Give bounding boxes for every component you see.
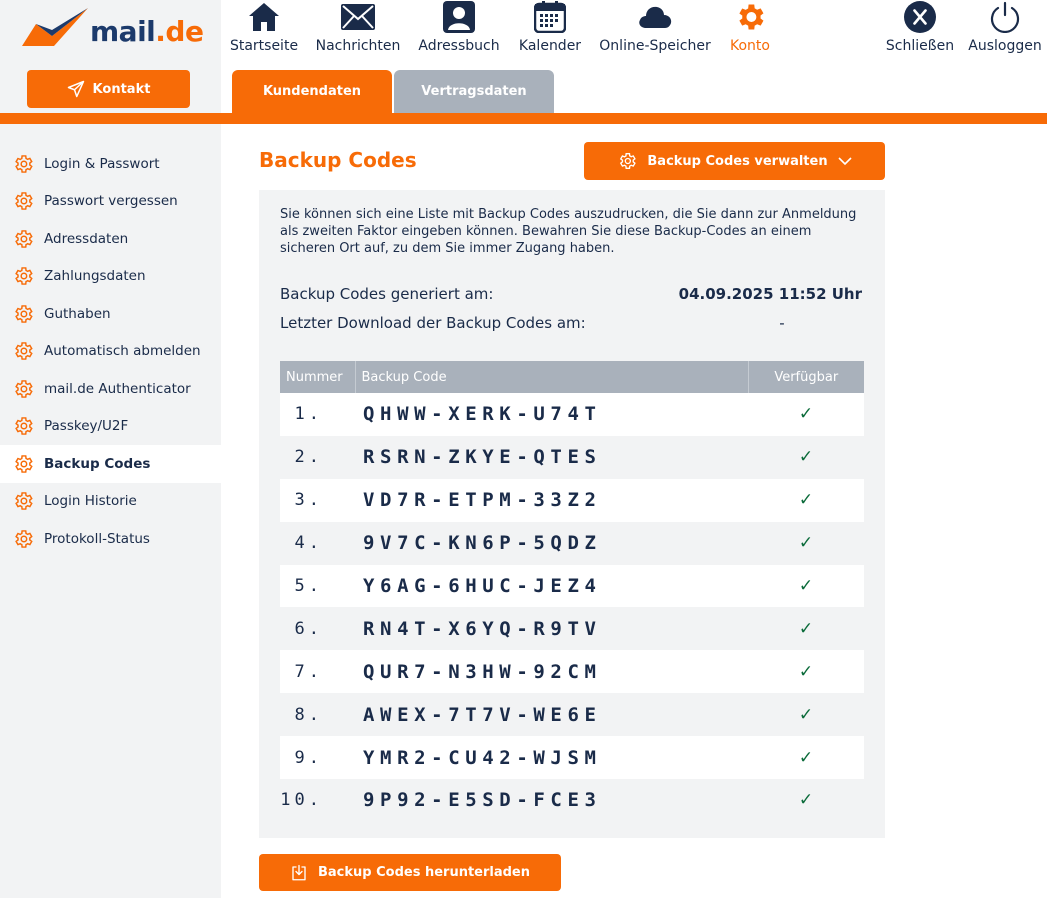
nav-konto[interactable] xyxy=(730,0,770,54)
generated-value: 04.09.2025 11:52 Uhr xyxy=(678,285,862,303)
column-header-backup-code: Backup Code xyxy=(361,369,447,385)
row-number: 5. xyxy=(294,576,323,596)
sidebar-item-login-historie[interactable] xyxy=(0,483,221,521)
paper-plane-icon xyxy=(67,80,85,98)
tab-kundendaten[interactable]: Kundendaten xyxy=(232,70,392,113)
generated-label: Backup Codes generiert am: xyxy=(280,285,494,303)
gear-icon xyxy=(12,190,34,212)
sidebar-item-mail-de-authenticator[interactable] xyxy=(0,370,221,408)
kontakt-label: Kontakt xyxy=(92,81,151,97)
sidebar-item-label: mail.de Authenticator xyxy=(44,380,191,397)
power-icon xyxy=(989,0,1021,34)
row-number: 2. xyxy=(294,447,323,468)
row-number: 1. xyxy=(294,404,323,425)
gear-icon xyxy=(12,265,34,287)
home-icon xyxy=(248,0,280,34)
gear-icon xyxy=(12,415,34,437)
nav-label: Kalender xyxy=(518,38,582,54)
backup-code: Y6AG-6HUC-JEZ4 xyxy=(363,575,602,597)
download-button-label: Backup Codes herunterladen xyxy=(317,865,531,880)
availability-check: ✓ xyxy=(798,404,814,425)
gear-icon xyxy=(12,490,34,512)
last-download-value: - xyxy=(779,314,785,332)
column-header-nummer: Nummer xyxy=(280,361,355,393)
sidebar-item-adressdaten[interactable] xyxy=(0,220,221,258)
table-row xyxy=(280,650,864,693)
sidebar-item-zahlungsdaten[interactable] xyxy=(0,258,221,296)
sidebar-item-label: Passwort vergessen xyxy=(44,193,178,210)
row-number: 3. xyxy=(294,490,323,511)
nav-online-speicher[interactable] xyxy=(599,0,711,54)
row-number: 9. xyxy=(294,747,323,768)
sidebar-item-login-passwort[interactable] xyxy=(0,145,221,183)
kontakt-button[interactable] xyxy=(27,70,190,108)
availability-check: ✓ xyxy=(798,533,814,554)
gear-icon xyxy=(12,303,34,325)
sidebar-item-label: Passkey/U2F xyxy=(44,418,129,435)
sidebar-item-passkey-u2f[interactable] xyxy=(0,408,221,446)
backup-code: QUR7-N3HW-92CM xyxy=(363,660,602,683)
gear-icon xyxy=(617,151,637,171)
availability-check: ✓ xyxy=(798,747,814,768)
gear-icon xyxy=(733,0,767,34)
nav-label: Startseite xyxy=(229,38,299,54)
chevron-down-icon xyxy=(838,156,852,166)
close-circle-icon xyxy=(904,0,936,34)
nav-label: Nachrichten xyxy=(315,38,401,54)
nav-label: Online-Speicher xyxy=(599,38,711,54)
envelope-icon xyxy=(341,0,375,34)
manage-backup-codes-button[interactable] xyxy=(584,142,885,180)
backup-code: AWEX-7T7V-WE6E xyxy=(363,703,602,726)
nav-kalender[interactable] xyxy=(520,0,580,54)
nav-startseite[interactable] xyxy=(229,0,299,54)
top-navigation xyxy=(221,0,1047,60)
nav-schliessen[interactable] xyxy=(887,0,953,54)
sidebar-item-label: Adressdaten xyxy=(44,230,129,247)
backup-codes-panel xyxy=(259,190,885,838)
backup-codes-table xyxy=(280,361,864,822)
availability-check: ✓ xyxy=(798,661,814,682)
nav-ausloggen[interactable] xyxy=(969,0,1041,54)
nav-nachrichten[interactable] xyxy=(317,0,399,54)
nav-label: Schließen xyxy=(885,38,955,54)
row-number: 8. xyxy=(294,704,323,725)
availability-check: ✓ xyxy=(798,447,814,468)
backup-code: RSRN-ZKYE-QTES xyxy=(363,446,602,469)
gear-icon xyxy=(12,228,34,250)
gear-icon xyxy=(12,528,34,550)
gear-icon xyxy=(12,340,34,362)
nav-label: Ausloggen xyxy=(968,38,1042,54)
download-icon xyxy=(290,864,308,882)
table-row xyxy=(280,607,864,650)
availability-check: ✓ xyxy=(798,490,814,511)
table-row xyxy=(280,436,864,479)
row-number: 7. xyxy=(294,661,323,682)
table-row xyxy=(280,522,864,565)
calendar-icon xyxy=(534,0,566,34)
table-header-row xyxy=(280,361,864,393)
sidebar-item-label: Login & Passwort xyxy=(44,155,160,172)
availability-check: ✓ xyxy=(798,618,814,639)
download-backup-codes-button[interactable] xyxy=(259,854,561,891)
table-row xyxy=(280,393,864,436)
availability-check: ✓ xyxy=(798,576,814,596)
description-text: Sie können sich eine Liste mit Backup Codes auszudrucken, die Sie dann zur Anmeldung als zweiten Faktor eingeben können. Bewahren Sie diese Backup-Codes an einem sicheren Ort auf, zu dem Sie immer Zugang haben. xyxy=(280,207,857,256)
table-row xyxy=(280,693,864,736)
sidebar-item-passwort-vergessen[interactable] xyxy=(0,183,221,221)
sidebar-item-label: Login Historie xyxy=(44,493,137,510)
last-download-label: Letzter Download der Backup Codes am: xyxy=(280,314,586,332)
sidebar-item-backup-codes[interactable] xyxy=(0,445,221,483)
backup-code: RN4T-X6YQ-R9TV xyxy=(363,617,602,640)
gear-icon xyxy=(12,153,34,175)
gear-icon xyxy=(12,453,34,475)
sidebar xyxy=(0,124,221,898)
nav-label: Konto xyxy=(730,38,770,54)
table-row xyxy=(280,779,864,822)
sidebar-item-guthaben[interactable] xyxy=(0,295,221,333)
sidebar-item-label: Guthaben xyxy=(44,305,111,322)
backup-code: 9V7C-KN6P-5QDZ xyxy=(363,532,602,555)
checkmark-logo-icon xyxy=(22,6,88,46)
row-number: 4. xyxy=(294,533,323,554)
table-row xyxy=(280,565,864,608)
last-download-row xyxy=(280,314,862,332)
nav-adressbuch[interactable] xyxy=(419,0,499,54)
nav-label: Adressbuch xyxy=(418,38,500,54)
sidebar-item-label: Backup Codes xyxy=(44,455,151,472)
sidebar-item-automatisch-abmelden[interactable] xyxy=(0,333,221,371)
backup-code: 9P92-E5SD-FCE3 xyxy=(363,789,602,812)
availability-check: ✓ xyxy=(798,790,814,811)
sidebar-item-label: Automatisch abmelden xyxy=(44,343,201,360)
contact-card-icon xyxy=(443,0,475,34)
cloud-icon xyxy=(638,0,672,34)
generated-row xyxy=(280,285,862,303)
backup-code: QHWW-XERK-U74T xyxy=(363,403,602,426)
table-row xyxy=(280,479,864,522)
sidebar-item-label: Protokoll-Status xyxy=(44,530,150,547)
backup-code: VD7R-ETPM-33Z2 xyxy=(363,489,602,512)
tab-underline-bar xyxy=(0,113,1047,124)
brand-area xyxy=(0,0,221,113)
gear-icon xyxy=(12,378,34,400)
table-row xyxy=(280,736,864,779)
row-number: 6. xyxy=(294,618,323,639)
column-header-verfuegbar: Verfügbar xyxy=(748,361,864,393)
row-number: 10. xyxy=(280,790,323,811)
sidebar-item-protokoll-status[interactable] xyxy=(0,520,221,558)
availability-check: ✓ xyxy=(798,704,814,725)
logo-text: mail.de xyxy=(90,15,204,48)
manage-button-label: Backup Codes verwalten xyxy=(647,153,828,169)
sidebar-item-label: Zahlungsdaten xyxy=(44,268,146,285)
page-title: Backup Codes xyxy=(259,148,417,172)
mail-de-logo[interactable] xyxy=(22,6,203,46)
tab-vertragsdaten[interactable]: Vertragsdaten xyxy=(394,70,554,113)
backup-code: YMR2-CU42-WJSM xyxy=(363,746,602,769)
